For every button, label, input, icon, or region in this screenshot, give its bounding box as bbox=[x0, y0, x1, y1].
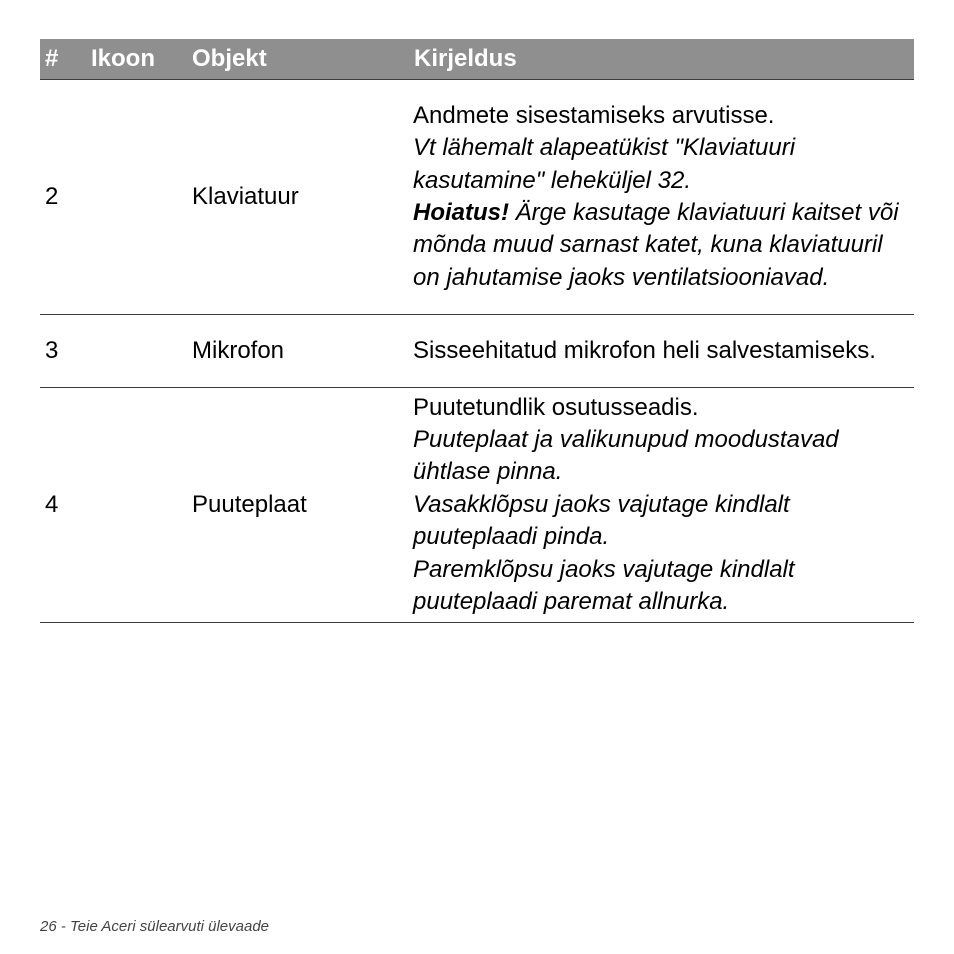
row-icon bbox=[86, 315, 187, 388]
warning-text: Ärge kasutage klaviatuuri kaitset või mõnda muud sarnast katet, kuna klaviatuuril on jahutamise jaoks ventilatsiooniavad. bbox=[413, 199, 899, 291]
row-number: 4 bbox=[40, 388, 86, 623]
description-reference: Vt lähemalt alapeatükist "Klaviatuuri kasutamine" leheküljel 32. bbox=[413, 134, 796, 194]
row-icon bbox=[86, 388, 187, 623]
row-description bbox=[409, 315, 914, 388]
row-object: Puuteplaat bbox=[187, 388, 409, 623]
description-left-click: Vasakklõpsu jaoks vajutage kindlalt puuteplaadi pinda. bbox=[413, 490, 790, 551]
header-row bbox=[40, 39, 914, 80]
warning-label: Hoiatus! bbox=[413, 199, 509, 226]
row-description bbox=[409, 388, 914, 623]
row-number: 2 bbox=[40, 80, 86, 315]
description-text: Puutetundlik osutusseadis. bbox=[413, 393, 699, 421]
header-number: # bbox=[40, 39, 86, 80]
row-number: 3 bbox=[40, 315, 86, 388]
row-object: Mikrofon bbox=[187, 315, 409, 388]
row-description bbox=[409, 80, 914, 315]
spec-table bbox=[40, 39, 914, 623]
description-warning bbox=[413, 197, 914, 294]
header-object: Objekt bbox=[187, 39, 409, 80]
table-header bbox=[40, 39, 914, 80]
row-object: Klaviatuur bbox=[187, 80, 409, 315]
row-icon bbox=[86, 80, 187, 315]
header-icon: Ikoon bbox=[86, 39, 187, 80]
table-row bbox=[40, 388, 914, 623]
header-description: Kirjeldus bbox=[409, 39, 914, 80]
description-text: Andmete sisestamiseks arvutisse. bbox=[413, 101, 775, 129]
table-row bbox=[40, 315, 914, 388]
table-row bbox=[40, 80, 914, 315]
description-note: Puuteplaat ja valikunupud moodustavad ühtlase pinna. bbox=[413, 425, 839, 486]
page-footer: 26 - Teie Aceri sülearvuti ülevaade bbox=[40, 918, 270, 935]
description-text: Sisseehitatud mikrofon heli salvestamiseks. bbox=[413, 336, 876, 364]
description-right-click: Paremklõpsu jaoks vajutage kindlalt puuteplaadi paremat allnurka. bbox=[413, 555, 795, 616]
